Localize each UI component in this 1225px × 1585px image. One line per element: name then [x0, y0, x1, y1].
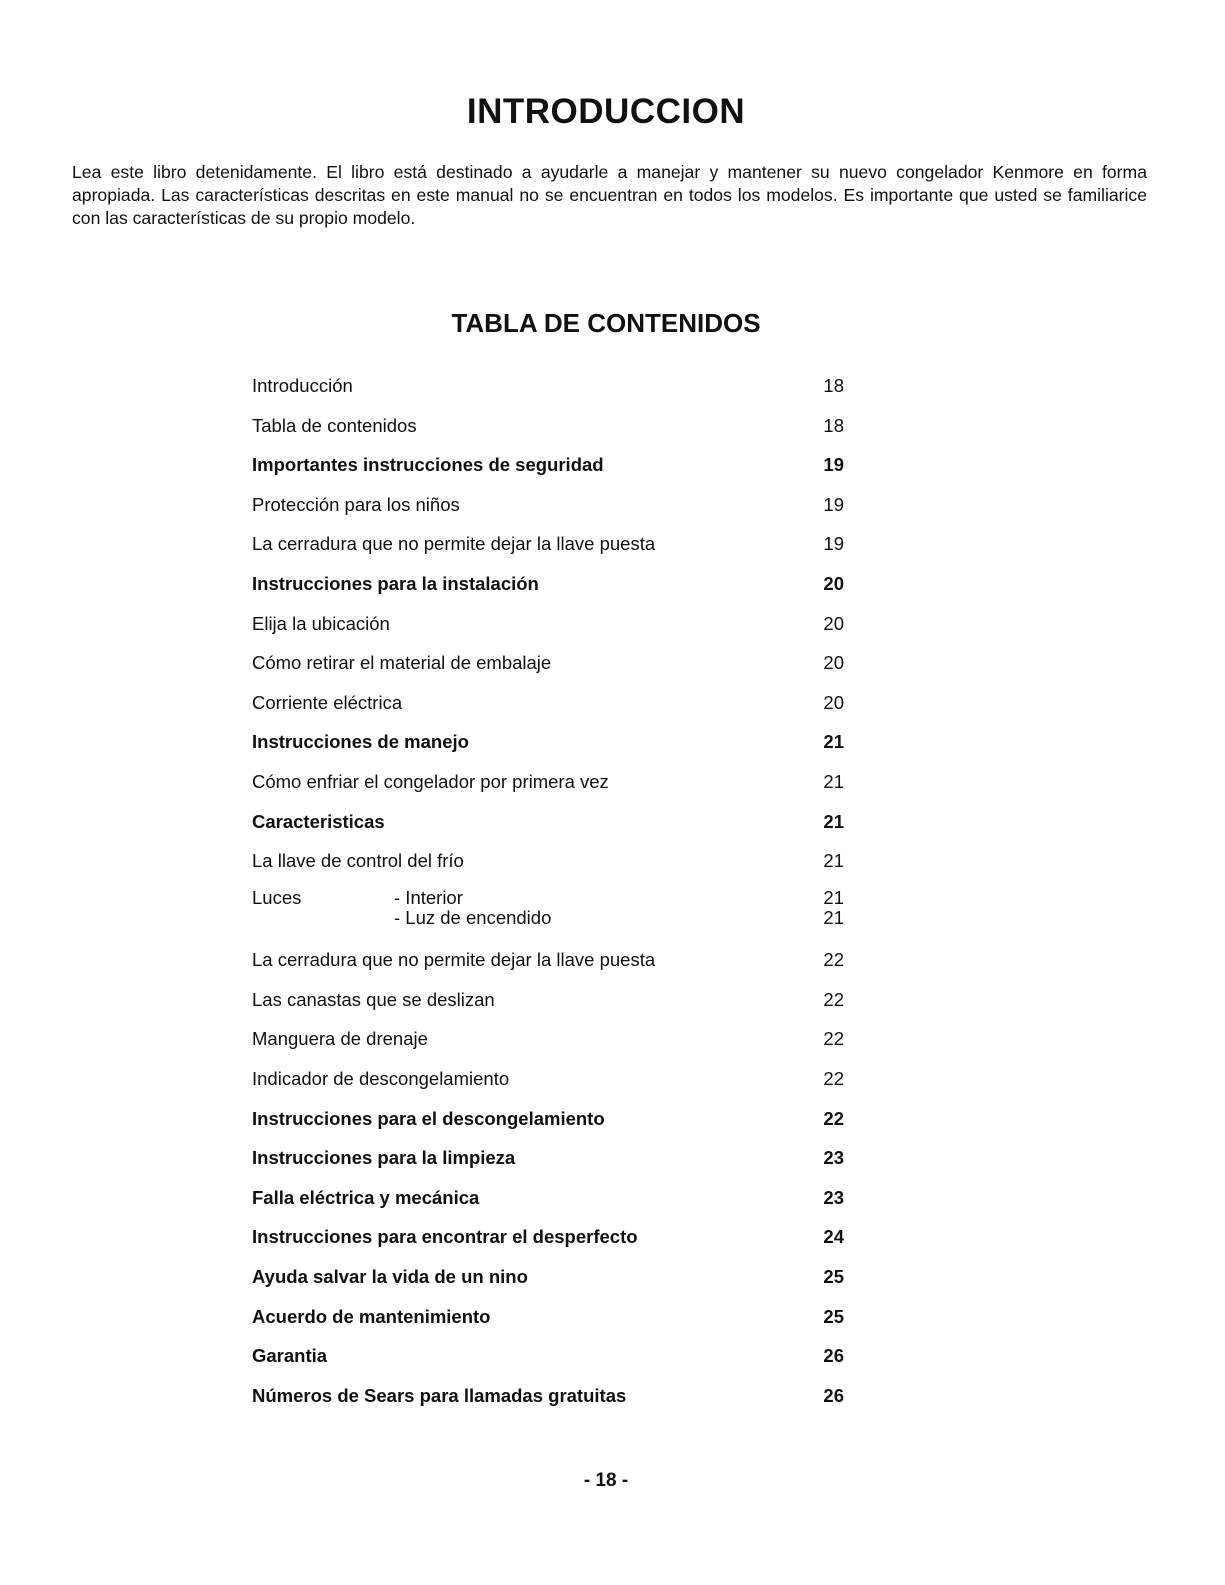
toc-entry	[252, 987, 848, 1027]
toc-entry-label: Tabla de contenidos	[252, 414, 417, 436]
toc-entry-page: 20	[823, 652, 844, 674]
toc-entry	[252, 1185, 848, 1225]
toc-entry-page: 23	[823, 1147, 844, 1169]
toc-entry-label: Cómo retirar el material de embalaje	[252, 652, 552, 674]
toc-entry-label: Garantia	[252, 1345, 328, 1367]
toc-entry	[252, 1145, 848, 1185]
toc-subentry-page: 21	[823, 886, 844, 908]
toc-entry-label: Las canastas que se deslizan	[252, 988, 495, 1010]
toc-entry-page: 20	[823, 691, 844, 713]
toc-entry-page: 21	[823, 850, 844, 872]
toc-entry-page: 22	[823, 1028, 844, 1050]
toc-entry-label: Acuerdo de mantenimiento	[252, 1305, 491, 1327]
toc-entry	[252, 650, 848, 690]
toc-entry-page: 20	[823, 572, 844, 594]
toc-entry	[252, 809, 848, 849]
toc-entry-page: 25	[823, 1305, 844, 1327]
toc-entry-label: Cómo enfriar el congelador por primera vez	[252, 770, 609, 792]
toc-entry-label: Números de Sears para llamadas gratuitas	[252, 1384, 627, 1406]
toc-entry-page: 18	[823, 414, 844, 436]
toc-entry	[252, 373, 848, 413]
toc-entry-label: Ayuda salvar la vida de un nino	[252, 1265, 528, 1287]
toc-entry-label: La llave de control del frío	[252, 850, 464, 872]
toc-entry	[252, 1383, 848, 1423]
toc-entry-page: 19	[823, 493, 844, 515]
toc-entry-label: Caracteristicas	[252, 810, 385, 832]
toc-entry-page: 21	[823, 810, 844, 832]
toc-subentry-label: - Luz de encendido	[394, 906, 552, 928]
toc-entry-page: 21	[823, 731, 844, 753]
toc-entry-page: 19	[823, 454, 844, 476]
toc-entry	[252, 769, 848, 809]
toc-entry	[252, 1264, 848, 1304]
toc-entry-label: Manguera de drenaje	[252, 1028, 428, 1050]
toc-entry	[252, 1343, 848, 1383]
toc-subentry-page: 21	[823, 906, 844, 928]
toc-entry-label: Instrucciones para el descongelamiento	[252, 1107, 605, 1129]
toc-entry-label: Indicador de descongelamiento	[252, 1068, 510, 1089]
toc-entry-label: Elija la ubicación	[252, 612, 390, 634]
toc-entry	[252, 531, 848, 571]
toc-entry-label: Luces	[252, 886, 302, 908]
toc-entry-label: Instrucciones de manejo	[252, 731, 469, 753]
toc-entry	[252, 947, 848, 987]
toc-entry-page: 21	[823, 770, 844, 792]
toc-entry-label: Introducción	[252, 375, 353, 396]
toc-entry-page: 22	[823, 1068, 844, 1089]
toc-entry-page: 22	[823, 949, 844, 971]
toc-subentries	[394, 888, 551, 928]
toc-entry-luces	[252, 888, 848, 948]
toc-entry	[252, 571, 848, 611]
intro-title: INTRODUCCION	[466, 92, 746, 131]
toc-entry	[252, 1026, 848, 1066]
toc-entry	[252, 729, 848, 769]
toc-entry	[252, 848, 848, 888]
toc-entry-label: Instrucciones para la limpieza	[252, 1147, 516, 1169]
intro-paragraph: Lea este libro detenidamente. El libro está destinado a ayudarle a manejar y mantener su nuevo congelador Kenmore en forma apropiada. Las características descritas en este manual no se encuentran en todos los modelos. Es importante que usted se familiarice con las características de su propio modelo.	[72, 162, 1147, 228]
toc-subentry-pages	[823, 888, 844, 928]
toc-entry-label: Importantes instrucciones de seguridad	[252, 454, 604, 476]
toc-entry-label: Instrucciones para encontrar el desperfecto	[252, 1226, 638, 1248]
toc-entry-page: 26	[823, 1345, 844, 1367]
toc-entry-page: 18	[823, 375, 844, 396]
toc-entry-page: 25	[823, 1265, 844, 1287]
toc-title: TABLA DE CONTENIDOS	[451, 308, 761, 338]
toc-entry-label: Falla eléctrica y mecánica	[252, 1186, 480, 1208]
toc-entry	[252, 1066, 848, 1106]
toc-entry	[252, 492, 848, 532]
toc-entry-label: Instrucciones para la instalación	[252, 572, 539, 594]
toc-entry-page: 19	[823, 533, 844, 555]
toc-entry	[252, 413, 848, 453]
toc-entry-page: 22	[823, 988, 844, 1010]
page-number: - 18 -	[583, 1470, 629, 1491]
table-of-contents	[252, 373, 848, 1422]
toc-entry	[252, 1304, 848, 1344]
toc-entry	[252, 1106, 848, 1146]
toc-entry-page: 23	[823, 1186, 844, 1208]
toc-subentry-label: - Interior	[394, 886, 463, 908]
toc-entry-label: La cerradura que no permite dejar la llave puesta	[252, 949, 656, 971]
toc-entry	[252, 690, 848, 730]
toc-entry-page: 22	[823, 1107, 844, 1129]
toc-entry	[252, 1224, 848, 1264]
toc-entry-label: La cerradura que no permite dejar la llave puesta	[252, 533, 656, 555]
toc-entry-page: 20	[823, 612, 844, 634]
toc-entry-label: Protección para los niños	[252, 493, 460, 515]
toc-entry-page: 26	[823, 1384, 844, 1406]
toc-entry-page: 24	[823, 1226, 844, 1248]
toc-entry-label: Corriente eléctrica	[252, 691, 403, 713]
toc-entry	[252, 452, 848, 492]
toc-entry	[252, 611, 848, 651]
